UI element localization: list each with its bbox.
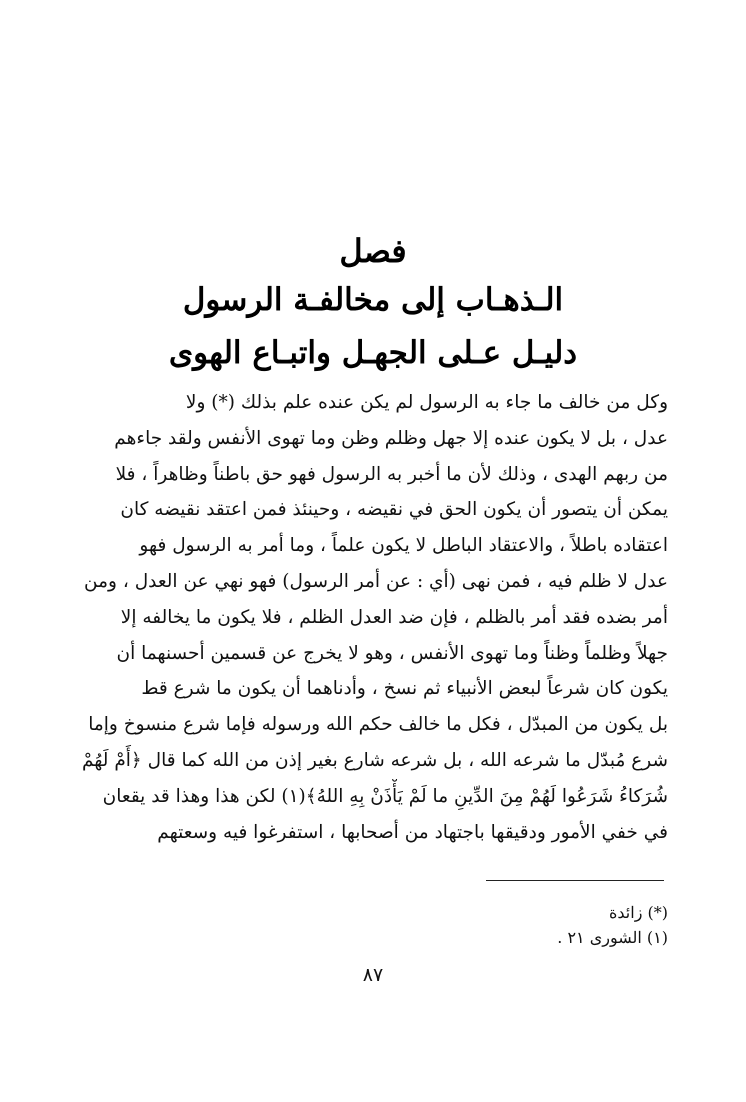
body-line: اعتقاده باطلاً ، والاعتقاد الباطل لا يكون علماً ، وما أمر به الرسول فهو <box>139 535 668 557</box>
footnote-divider <box>486 880 664 881</box>
section-label: فصل <box>339 232 407 270</box>
body-line: بل يكون من المبدّل ، فكل ما خالف حكم الله ورسوله فإما شرع منسوخ وإما <box>88 714 668 736</box>
chapter-title-line-1: الـذهـاب إلى مخالفـة الرسول <box>182 282 564 318</box>
body-line: في خفي الأمور ودقيقها باجتهاد من أصحابها ، استفرغوا فيه وسعتهم <box>157 821 668 843</box>
footnotes <box>368 900 668 950</box>
body-line: شرع مُبدّل ما شرعه الله ، بل شرعه شارع بغير إذن من الله كما قال ﴿أَمْ لَهُمْ <box>81 749 668 771</box>
body-line: أمر بضده فقد أمر بالظلم ، فإن ضد العدل الظلم ، فلا يكون ما يخالفه إلا <box>120 606 668 628</box>
body-line: جهلاً وظلماً وظناً وما تهوى الأنفس ، وهو لا يخرج عن قسمين أحسنهما أن <box>116 642 668 664</box>
footnote-item: (١) الشورى ٢١ . <box>557 928 668 947</box>
body-line: يمكن أن يتصور أن يكون الحق في نقيضه ، وحينئذ فمن اعتقد نقيضه كان <box>120 499 668 521</box>
footnote-item: (*) زائدة <box>609 903 668 922</box>
body-line: شُرَكاءُ شَرَعُوا لَهُمْ مِنَ الدِّينِ ما لَمْ يَأْذَنْ بِهِ اللهُ﴾(١) لكن هذا وهذا قد يقعان <box>102 785 668 807</box>
page-number: ٨٧ <box>362 964 384 986</box>
body-line: من ربهم الهدى ، وذلك لأن ما أخبر به الرسول فهو حق باطناً وظاهراً ، فلا <box>115 463 668 485</box>
body-line: عدل لا ظلم فيه ، فمن نهى (أي : عن أمر الرسول) فهو نهي عن العدل ، ومن <box>84 570 668 592</box>
chapter-title-line-2: دليـل عـلى الجهـل واتبـاع الهوى <box>168 335 578 371</box>
body-line: عدل ، بل لا يكون عنده إلا جهل وظلم وظن وما تهوى الأنفس ولقد جاءهم <box>114 427 668 449</box>
body-line: وكل من خالف ما جاء به الرسول لم يكن عنده علم بذلك (*) ولا <box>185 392 668 413</box>
body-line: يكون كان شرعاً لبعض الأنبياء ثم نسخ ، وأدناهما أن يكون ما شرع قط <box>141 678 668 700</box>
body-text <box>80 385 668 850</box>
